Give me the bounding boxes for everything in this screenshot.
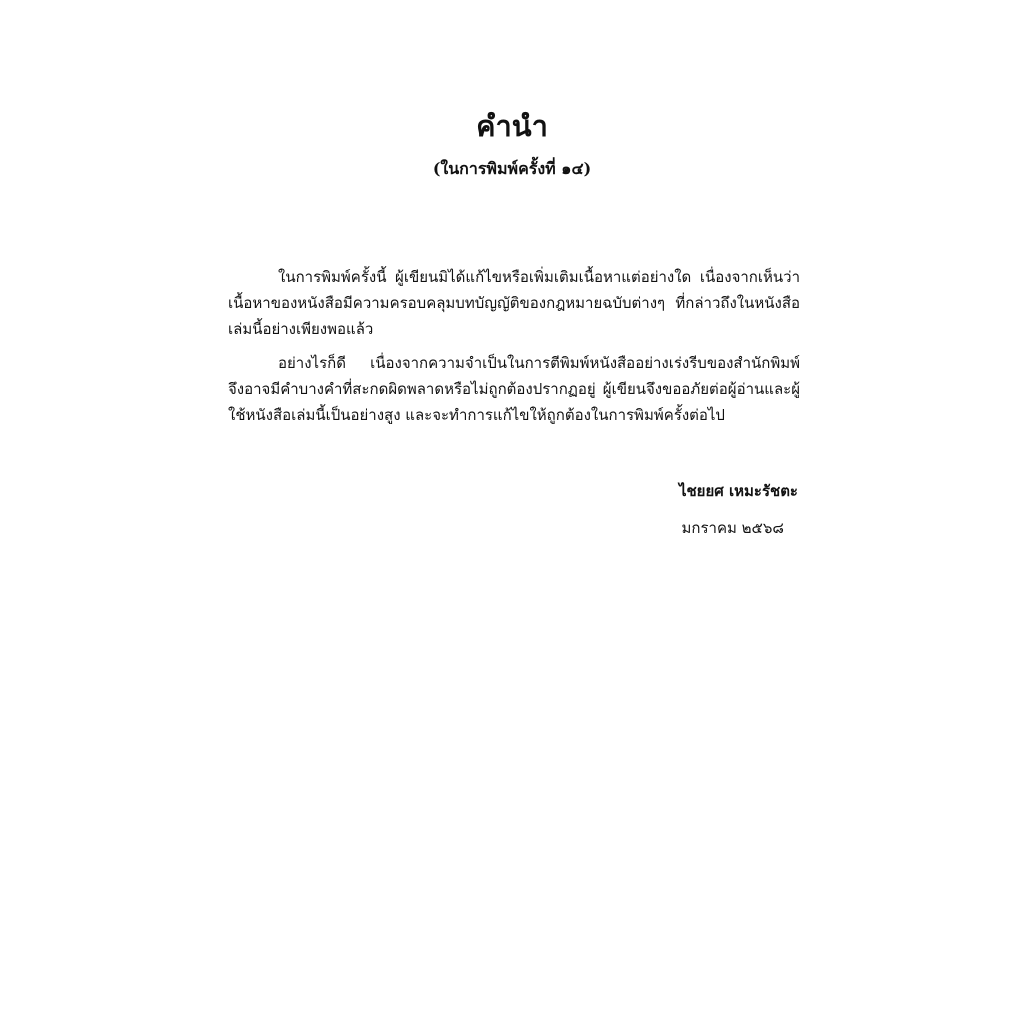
page-title: คำนำ <box>476 109 548 143</box>
paragraph-1: ในการพิมพ์ครั้งนี้ ผู้เขียนมิได้แก้ไขหรือเพิ่มเติมเนื้อหาแต่อย่างใด เนื่องจากเห็นว่าเนื้อหาของหนังสือมีความครอบคลุมบทบัญญัติของกฎหมายฉบับต่างๆ ที่กล่าวถึงในหนังสือเล่มนี้อย่างเพียงพอแล้ว <box>228 268 800 338</box>
signature-date: มกราคม ๒๕๖๘ <box>681 519 784 537</box>
paragraph-2: อย่างไรก็ดี เนื่องจากความจำเป็นในการตีพิมพ์หนังสืออย่างเร่งรีบของสำนักพิมพ์ จึงอาจมีคำบางคำที่สะกดผิดพลาดหรือไม่ถูกต้องปรากฏอยู่ ผู้เขียนจึงขออภัยต่อผู้อ่านและผู้ใช้หนังสือเล่มนี้เป็นอย่างสูง และจะทำการแก้ไขให้ถูกต้องในการพิมพ์ครั้งต่อไป <box>228 354 800 424</box>
preface-body <box>228 264 800 436</box>
page-subtitle: (ในการพิมพ์ครั้งที่ ๑๔) <box>432 159 592 178</box>
author-signature: ไชยยศ เหมะรัชตะ <box>678 482 798 500</box>
